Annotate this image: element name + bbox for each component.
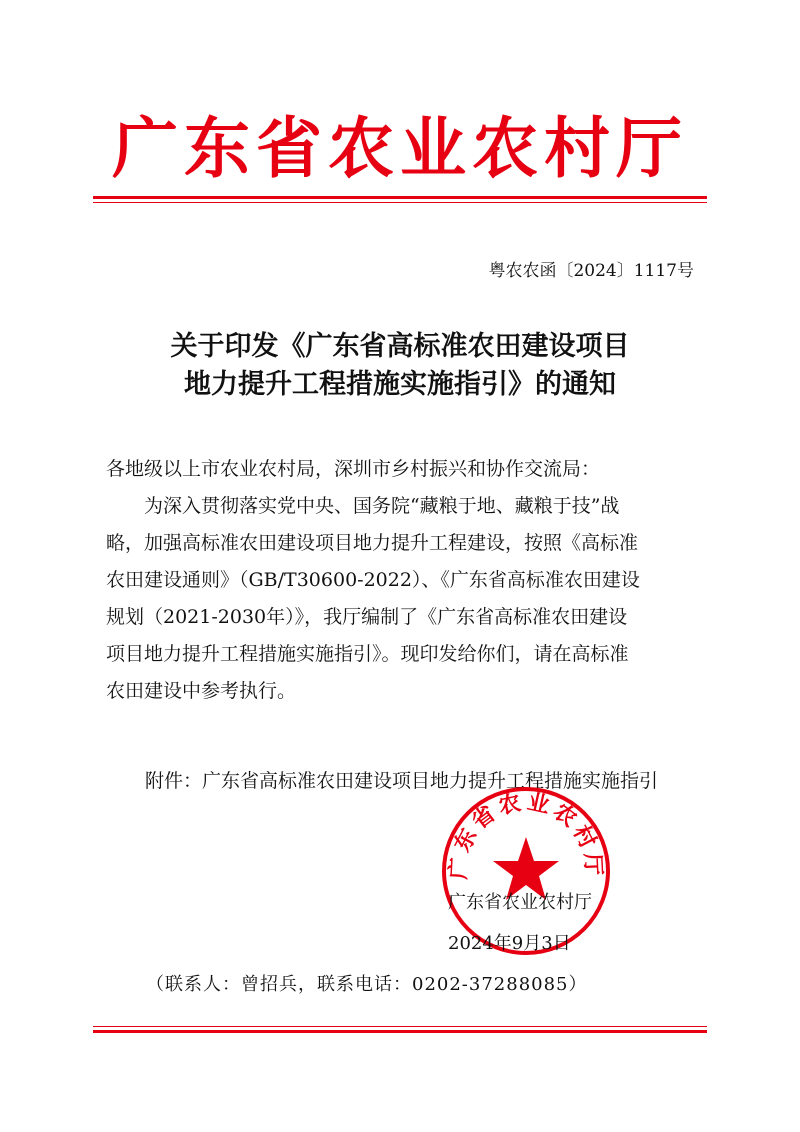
body-line: 规划（2021-2030年）》，我厅编制了《广东省高标准农田建设	[106, 606, 628, 628]
body-line: 为深入贯彻落实党中央、国务院“藏粮于地、藏粮于技”战	[106, 495, 620, 517]
issuer-signature: 广东省农业农村厅	[448, 892, 592, 913]
issue-date: 2024年9月3日	[448, 933, 571, 954]
body-line: 项目地力提升工程措施实施指引》。现印发给你们，请在高标准	[106, 643, 629, 665]
title-line-2: 地力提升工程措施实施指引》的通知	[184, 369, 616, 400]
addressee: 各地级以上市农业农村局，深圳市乡村振兴和协作交流局：	[106, 458, 601, 480]
body-text	[106, 488, 706, 710]
attachment-line: 附件：广东省高标准农田建设项目地力提升工程措施实施指引	[145, 770, 659, 792]
masthead-title: 广东省农业农村厅	[112, 109, 688, 187]
body-line: 农田建设中参考执行。	[106, 680, 297, 702]
footer-rule-thin	[93, 1026, 707, 1027]
document-number: 粤农农函〔2024〕1117号	[488, 261, 694, 281]
body-line: 农田建设通则》（GB/T30600-2022）、《广东省高标准农田建设	[106, 569, 640, 591]
seal-text: 广东省农业农村厅	[445, 788, 607, 881]
contact-info: （联系人：曾招兵，联系电话：0202-37288085）	[146, 974, 588, 995]
title-line-1: 关于印发《广东省高标准农田建设项目	[170, 331, 630, 362]
footer-rule-thick	[93, 1030, 707, 1033]
masthead-rule-thick	[93, 196, 707, 199]
body-line: 略，加强高标准农田建设项目地力提升工程建设，按照《高标准	[106, 532, 639, 554]
masthead-rule-thin	[93, 202, 707, 203]
